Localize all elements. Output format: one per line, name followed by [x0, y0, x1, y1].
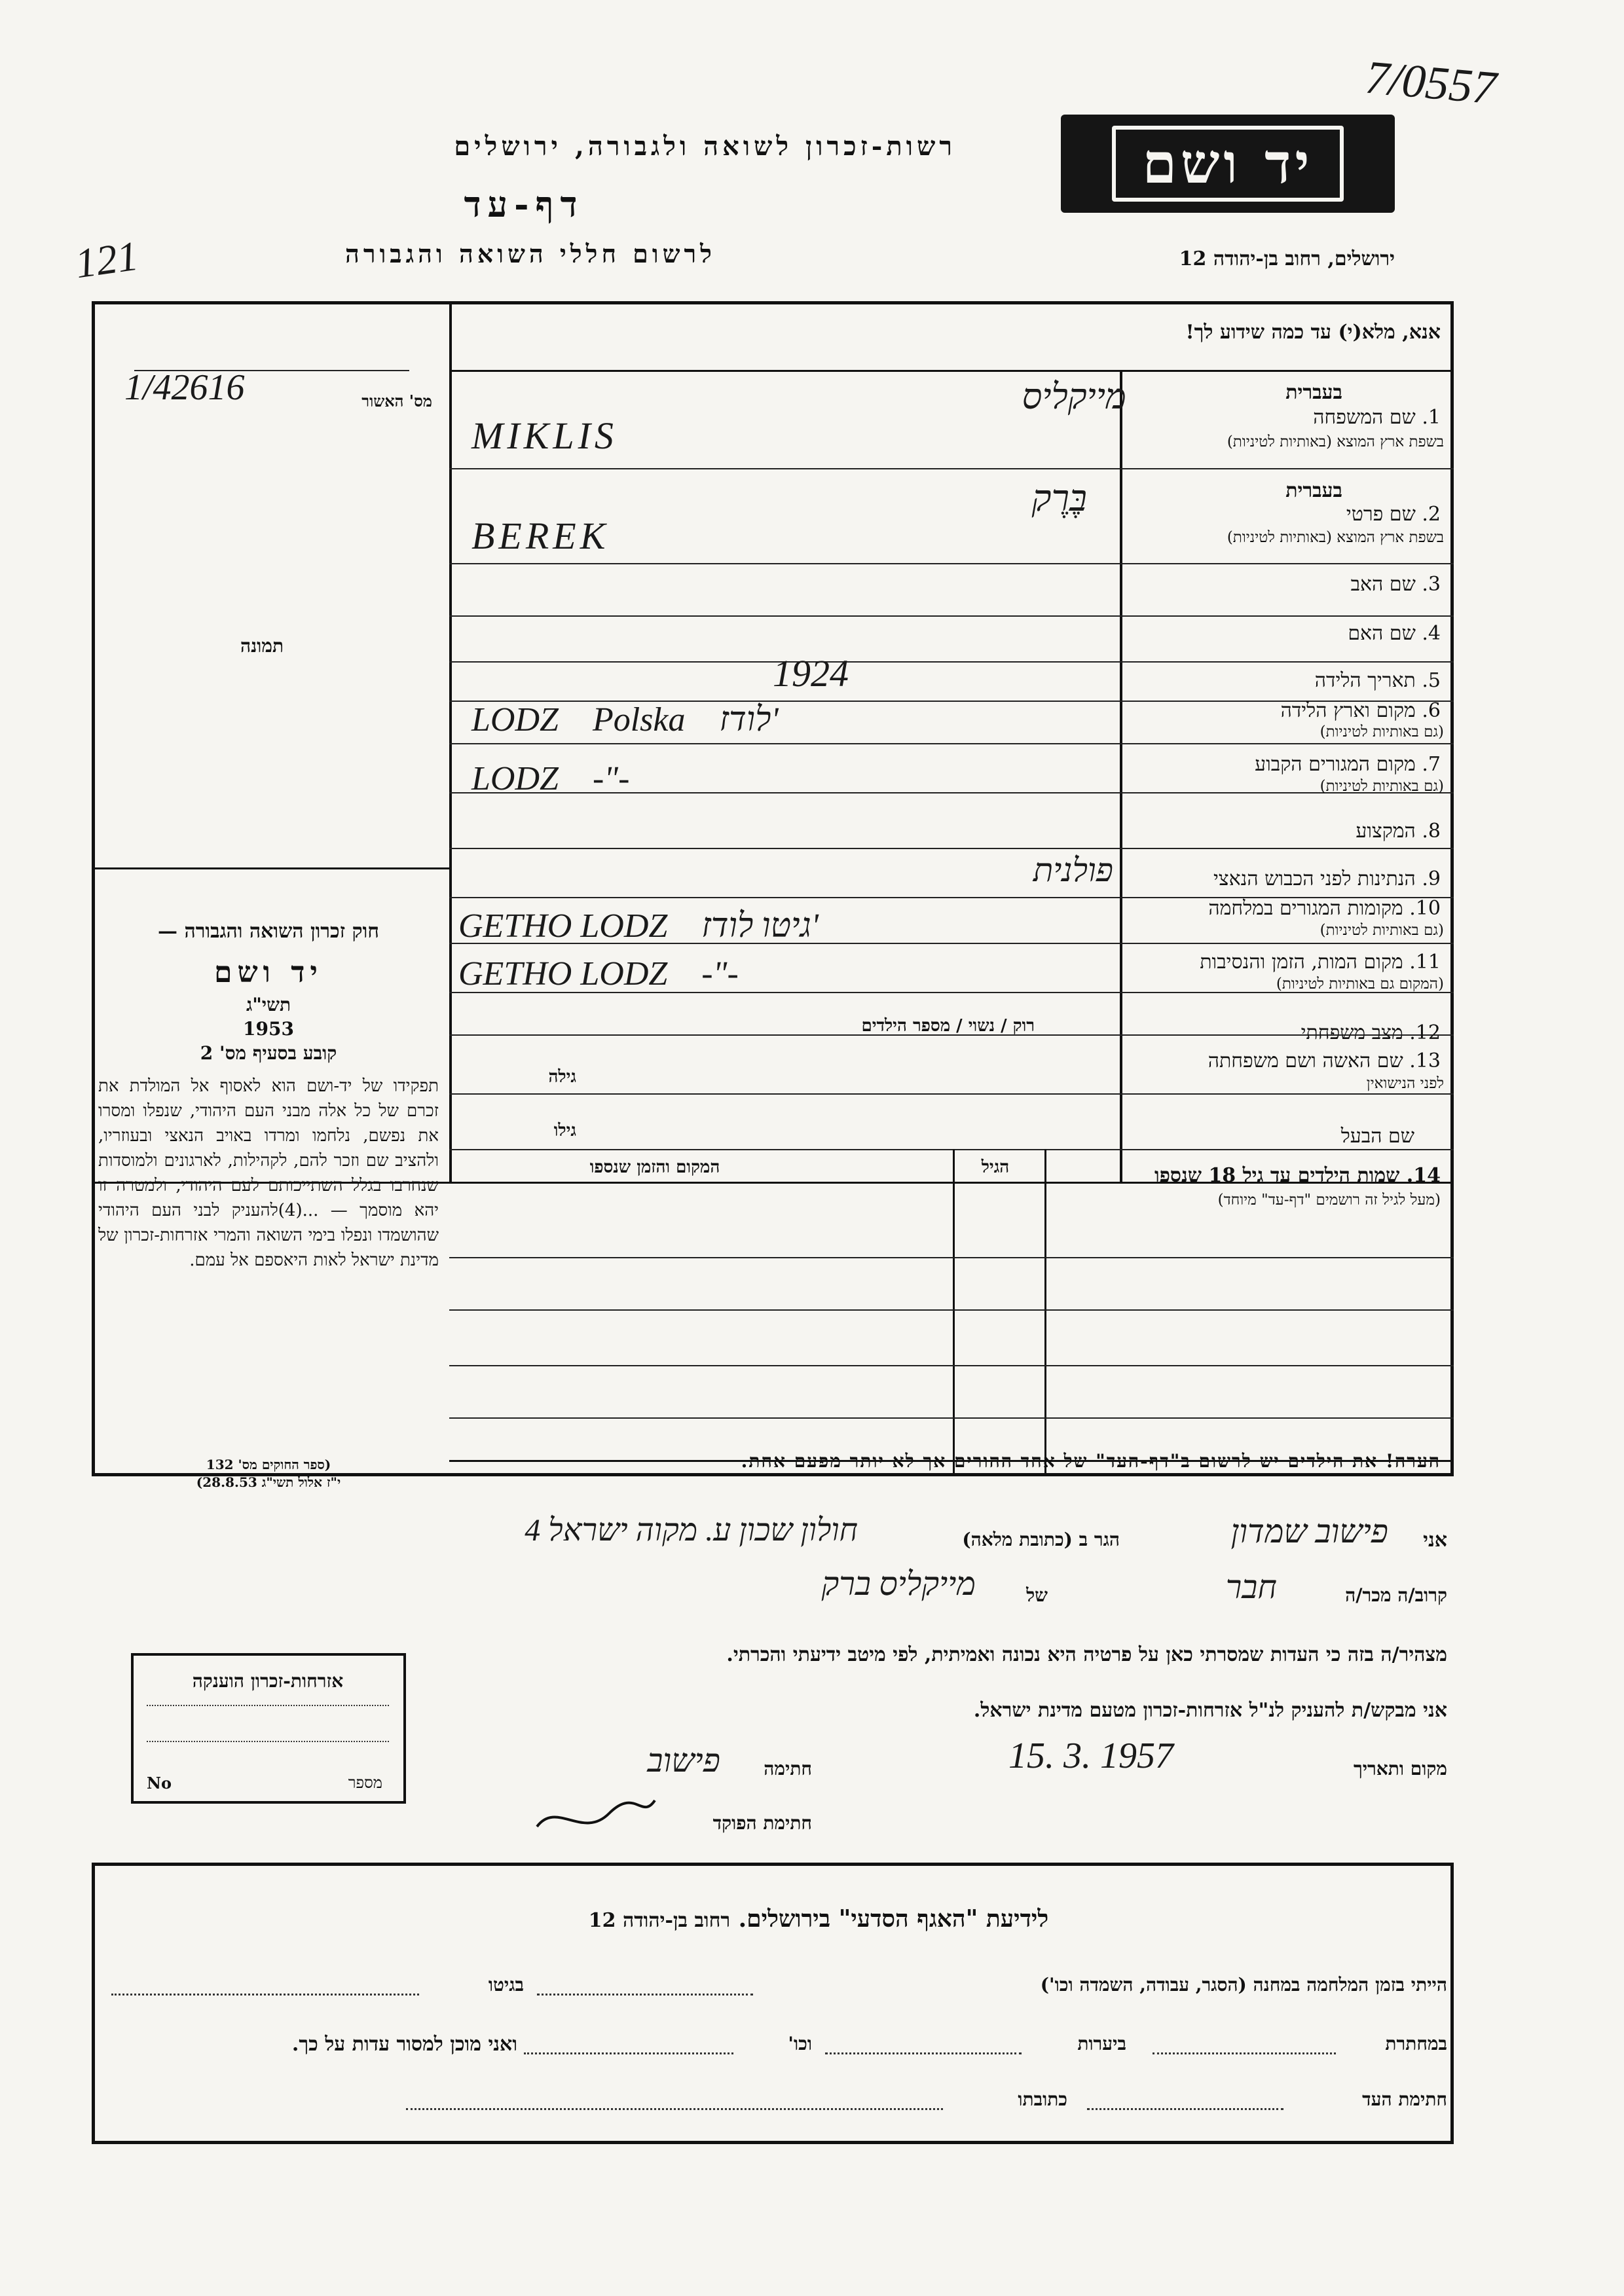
- field-husband-label: שם הבעל: [1340, 1125, 1414, 1148]
- law-heading: חוק זכרון השואה והגבורה —: [158, 920, 379, 943]
- field-2-name: שם פרטי: [1346, 503, 1416, 526]
- firstname-latin-value[interactable]: BEREK: [471, 515, 610, 557]
- photo-label: תמונה: [240, 635, 284, 657]
- officer-signature-label: חתימת הפוקד: [712, 1812, 812, 1834]
- field-5-num: 5.: [1422, 669, 1441, 692]
- testify-label: ואני מוכן למסור עדות על כך.: [291, 2033, 517, 2056]
- signature-label: חתימה: [764, 1758, 812, 1779]
- nationality-value[interactable]: פולנית: [1033, 852, 1113, 888]
- law-ref-2: י"ז אלול תשי"ג 28.8.53): [196, 1474, 341, 1490]
- firstname-hebrew-value[interactable]: בֶּרֶק: [1031, 479, 1087, 519]
- declarant-label: אני: [1423, 1529, 1447, 1552]
- field-1-label: [1126, 406, 1441, 429]
- death-place-value[interactable]: GETHO LODZ -"-: [458, 955, 739, 993]
- law-text: תפקידו של יד-ושם הוא לאסוף אל המולדת את זכרם של כל אלה מבני העם היהודי, שנפלו ומסרו את נפשם, נלחמו ומרדו באויב הנאצי ובעוזריו, ולהציב שם וזכר להם, לקהילות, לארגונים ולמוסדות שנחרבו בגלל השתייכותם לעם היהודי, ולמטרה זו יהא מוסמך — ...(4)להעניק לבני העם היהודי שהושמדו ונפלו בימי השואה והמרי אזרחות-זכרון של מדינת ישראל לאות היאספם אל עמם.: [98, 1076, 439, 1270]
- field-13-name: שם האשה ושם משפחתה: [1208, 1049, 1403, 1072]
- citizenship-box-title: אזרחות-זכרון הוענקה: [192, 1670, 344, 1692]
- citizenship-number-label: מספר: [348, 1774, 382, 1792]
- field-7-name: מקום המגורים הקבוע: [1255, 753, 1416, 776]
- field-4-label: [1126, 622, 1441, 645]
- field-4-num: 4.: [1422, 622, 1441, 645]
- field-4-name: שם האם: [1348, 622, 1416, 645]
- field-8-num: 8.: [1422, 820, 1441, 843]
- camp-notice-address: רחוב בן-יהודה 12: [588, 1909, 731, 1932]
- field-8-label: [1126, 820, 1441, 843]
- field-2-label: [1126, 503, 1441, 526]
- declarant-value[interactable]: פישוב שמדון: [1230, 1513, 1388, 1550]
- field-13-sub: לפני הנישואין: [1366, 1075, 1444, 1092]
- field-10-sub: (גם באותיות לטיניות): [1320, 922, 1444, 939]
- underground-label: במחתרת: [1385, 2033, 1447, 2054]
- children-title: שמות הילדים עד גיל 18 שנספו: [1154, 1164, 1400, 1187]
- field-10-name: מקומות המגורים במלחמה: [1208, 897, 1403, 920]
- surname-latin-value[interactable]: MIKLIS: [471, 414, 618, 457]
- sheet-subtitle: לרשום חללי השואה והגבורה: [345, 239, 716, 268]
- citizenship-request: אני מבקש/ת להעניק לנ"ל אזרחות-זכרון מטעם מדינת ישראל.: [973, 1699, 1447, 1722]
- field-2-num: 2.: [1422, 503, 1441, 526]
- law-year-num: 1953: [243, 1018, 294, 1040]
- forests-label: ביערות: [1077, 2033, 1126, 2054]
- witness-address-label: כתובתו: [1018, 2088, 1067, 2110]
- field-13-label: [1126, 1049, 1441, 1072]
- field-2-sub: בשפת ארץ המוצא (באותיות לטיניות): [1227, 529, 1444, 546]
- citizenship-no-label: No: [147, 1774, 172, 1793]
- resides-label: הגר ב (כתובת מלאה): [962, 1529, 1120, 1550]
- etc-label: וכו': [788, 2033, 812, 2054]
- field-9-name: הנתינות לפני הכבוש הנאצי: [1213, 867, 1416, 890]
- witness-signature-label: חתימת העד: [1362, 2088, 1447, 2110]
- field-3-num: 3.: [1422, 573, 1441, 596]
- signature-value[interactable]: פישוב: [647, 1742, 720, 1779]
- sheet-title: דף-עד: [464, 183, 584, 225]
- field-2-lang: בעברית: [1285, 479, 1342, 502]
- husband-age-label: גילו: [553, 1121, 576, 1140]
- relation-label: קרוב/ה מכר/ה: [1345, 1584, 1447, 1606]
- field-11-num: 11.: [1409, 951, 1441, 974]
- approval-label: מס' האשור: [361, 392, 432, 410]
- of-label: של: [1026, 1584, 1048, 1606]
- camp-notice-title-text: לידיעת "האגף הסדעי" בירושלים.: [738, 1905, 1049, 1933]
- birthdate-value[interactable]: 1924: [773, 652, 849, 695]
- field-12-name: מצב משפחתי: [1301, 1021, 1403, 1044]
- children-num: 14.: [1406, 1164, 1441, 1187]
- surname-hebrew-value[interactable]: מייקליס: [1022, 377, 1126, 416]
- field-9-num: 9.: [1422, 867, 1441, 890]
- field-6-num: 6.: [1422, 699, 1441, 722]
- field-7-label: [1126, 753, 1441, 776]
- field-13-num: 13.: [1409, 1049, 1441, 1072]
- place-date-value[interactable]: 15. 3. 1957: [1008, 1736, 1173, 1776]
- camp-line1: הייתי בזמן המלחמה במחנה (הסגר, עבודה, השמדה וכו'): [1040, 1974, 1447, 1995]
- declaration-statement: מצהיר/ה בזה כי העדות שמסרתי כאן על פרטיה היא נכונה ואמיתית, לפי מיטב ידיעתי והכרתי.: [726, 1643, 1447, 1666]
- children-col-age: הגיל: [981, 1157, 1010, 1177]
- field-6-sub: (גם באותיות לטיניות): [1320, 723, 1444, 740]
- law-year: תשי"ג: [246, 994, 291, 1015]
- org-title: רשות-זכרון לשואה ולגבורה, ירושלים: [454, 131, 956, 162]
- officer-signature-mark: [530, 1787, 661, 1846]
- field-8-name: המקצוע: [1356, 820, 1416, 843]
- field-5-label: [1126, 669, 1441, 692]
- marital-status-value[interactable]: רוק / נשוי / מספר הילדים: [861, 1016, 1035, 1036]
- field-12-num: 12.: [1409, 1021, 1441, 1044]
- children-note: הערה! את הילדים יש לרשום ב"דף-העד" של אחד ההורים אך לא יותר מפעם אחת.: [741, 1450, 1441, 1472]
- approval-value: 1/42616: [124, 367, 245, 408]
- field-11-sub: (המקום גם באותיות לטיניות): [1276, 975, 1444, 993]
- field-1-lang: בעברית: [1285, 381, 1342, 404]
- camp-notice-title: [458, 1905, 1179, 1933]
- field-3-name: שם האב: [1350, 573, 1416, 596]
- field-7-sub: (גם באותיות לטיניות): [1320, 778, 1444, 795]
- relation-value[interactable]: חבר: [1225, 1569, 1277, 1605]
- place-date-label: מקום ותאריך: [1353, 1758, 1447, 1779]
- side-number: 121: [72, 232, 141, 287]
- law-section: קובע בסעיף מס' 2: [200, 1042, 337, 1064]
- field-10-num: 10.: [1409, 897, 1441, 920]
- catalog-number: 7/0557: [1363, 50, 1499, 115]
- children-sub: (מעל לגיל זה רושמים "דף-עד" מיוחד): [1217, 1192, 1441, 1209]
- yad-vashem-logo: יד ושם: [1061, 115, 1395, 213]
- resides-value[interactable]: חולון שכון ע. מקוה ישראל 4: [525, 1513, 858, 1548]
- field-10-label: [1126, 897, 1441, 920]
- field-6-name: מקום וארץ הלידה: [1280, 699, 1416, 722]
- citizenship-box: [131, 1653, 406, 1804]
- field-12-label: [1126, 1021, 1441, 1044]
- field-9-label: [1126, 867, 1441, 890]
- header-address: ירושלים, רחוב בן-יהודה 12: [1179, 247, 1395, 270]
- residence-value[interactable]: LODZ -"-: [471, 760, 630, 797]
- birthplace-value[interactable]: LODZ Polska לודז': [471, 701, 779, 738]
- of-value[interactable]: מייקליס ברק: [821, 1565, 976, 1602]
- intro-text: אנא, מלא(י) עד כמה שידוע לך!: [1185, 321, 1441, 344]
- wife-age-label: גילה: [548, 1067, 576, 1087]
- wartime-residence-value[interactable]: GETHO LODZ גיטו לודז': [458, 907, 819, 945]
- children-heading: [1048, 1164, 1441, 1187]
- field-7-num: 7.: [1422, 753, 1441, 776]
- law-name: יד ושם: [214, 956, 323, 989]
- field-11-label: [1126, 951, 1441, 974]
- children-col-place: המקום והזמן שנספו: [589, 1157, 720, 1177]
- ghetto-label: בגיטו: [488, 1974, 524, 1995]
- field-11-name: מקום המות, הזמן והנסיבות: [1200, 951, 1403, 974]
- law-ref-1: (ספר החוקים מס' 132: [206, 1457, 331, 1472]
- field-1-name: שם המשפחה: [1313, 406, 1416, 429]
- field-3-label: [1126, 573, 1441, 596]
- field-1-num: 1.: [1422, 406, 1441, 429]
- field-6-label: [1126, 699, 1441, 722]
- field-1-sub: בשפת ארץ המוצא (באותיות לטיניות): [1227, 433, 1444, 450]
- field-5-name: תאריך הלידה: [1314, 669, 1416, 692]
